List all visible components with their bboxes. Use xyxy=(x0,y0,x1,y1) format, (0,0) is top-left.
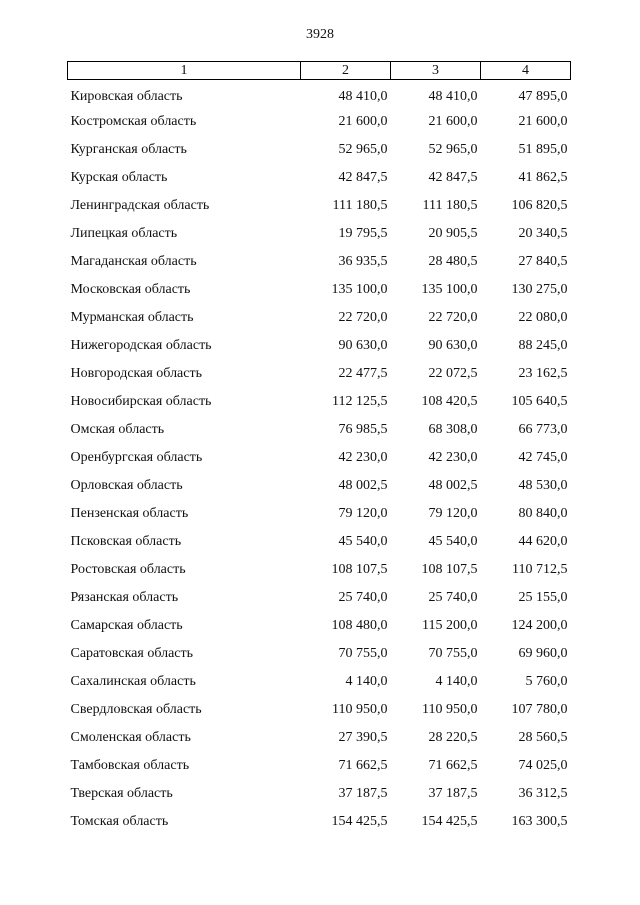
value-col3-cell: 108 107,5 xyxy=(421,562,478,577)
region-name-cell: Псковская область xyxy=(70,534,182,549)
value-col3-cell: 37 187,5 xyxy=(428,786,478,801)
value-col3-cell: 154 425,5 xyxy=(421,814,478,829)
region-name-cell: Рязанская область xyxy=(70,590,179,605)
value-col3-cell: 135 100,0 xyxy=(421,282,478,297)
table-row xyxy=(68,752,571,780)
table-row xyxy=(68,80,571,109)
region-name-cell: Кировская область xyxy=(70,89,183,104)
value-col3-cell: 79 120,0 xyxy=(428,506,478,521)
table-row xyxy=(68,388,571,416)
value-col2-cell: 52 965,0 xyxy=(338,142,388,157)
value-col3-cell: 48 410,0 xyxy=(428,89,478,104)
column-header-4: 4 xyxy=(481,62,571,80)
region-name-cell: Орловская область xyxy=(70,478,183,493)
value-col2-cell: 90 630,0 xyxy=(338,338,388,353)
table-row xyxy=(68,556,571,584)
value-col4-cell: 44 620,0 xyxy=(518,534,568,549)
table-row xyxy=(68,584,571,612)
value-col4-cell: 66 773,0 xyxy=(518,422,568,437)
regions-table xyxy=(67,61,571,836)
value-col4-cell: 5 760,0 xyxy=(525,674,568,689)
region-name-cell: Мурманская область xyxy=(70,310,194,325)
region-name-cell: Саратовская область xyxy=(70,646,194,661)
table-row xyxy=(68,276,571,304)
value-col3-cell: 28 480,5 xyxy=(428,254,478,269)
value-col2-cell: 42 230,0 xyxy=(338,450,388,465)
value-col2-cell: 19 795,5 xyxy=(338,226,388,241)
value-col4-cell: 36 312,5 xyxy=(518,786,568,801)
value-col3-cell: 52 965,0 xyxy=(428,142,478,157)
table-row xyxy=(68,808,571,836)
value-col3-cell: 111 180,5 xyxy=(422,198,478,213)
value-col2-cell: 21 600,0 xyxy=(338,114,388,129)
value-col4-cell: 88 245,0 xyxy=(518,338,568,353)
region-name-cell: Курская область xyxy=(70,170,168,185)
table-row xyxy=(68,640,571,668)
value-col3-cell: 68 308,0 xyxy=(428,422,478,437)
table-row xyxy=(68,360,571,388)
value-col4-cell: 23 162,5 xyxy=(518,366,568,381)
table-row xyxy=(68,696,571,724)
value-col2-cell: 76 985,5 xyxy=(338,422,388,437)
value-col4-cell: 22 080,0 xyxy=(518,310,568,325)
column-header-2: 2 xyxy=(301,62,391,80)
value-col4-cell: 105 640,5 xyxy=(511,394,568,409)
value-col4-cell: 21 600,0 xyxy=(518,114,568,129)
table-row xyxy=(68,416,571,444)
header-row xyxy=(68,62,571,80)
table-row xyxy=(68,304,571,332)
table-header xyxy=(68,62,571,80)
value-col3-cell: 45 540,0 xyxy=(428,534,478,549)
value-col2-cell: 112 125,5 xyxy=(332,394,388,409)
region-name-cell: Свердловская область xyxy=(70,702,202,717)
region-name-cell: Тверская область xyxy=(70,786,173,801)
page-number: 3928 xyxy=(306,27,334,42)
region-name-cell: Костромская область xyxy=(70,114,197,129)
value-col4-cell: 41 862,5 xyxy=(518,170,568,185)
region-name-cell: Тамбовская область xyxy=(70,758,190,773)
value-col4-cell: 25 155,0 xyxy=(518,590,568,605)
region-name-cell: Московская область xyxy=(70,282,191,297)
value-col4-cell: 28 560,5 xyxy=(518,730,568,745)
value-col3-cell: 42 230,0 xyxy=(428,450,478,465)
value-col2-cell: 154 425,5 xyxy=(331,814,388,829)
value-col2-cell: 22 477,5 xyxy=(338,366,388,381)
value-col4-cell: 80 840,0 xyxy=(518,506,568,521)
region-name-cell: Сахалинская область xyxy=(70,674,196,689)
value-col2-cell: 4 140,0 xyxy=(345,674,388,689)
value-col2-cell: 27 390,5 xyxy=(338,730,388,745)
value-col2-cell: 110 950,0 xyxy=(332,702,388,717)
value-col2-cell: 45 540,0 xyxy=(338,534,388,549)
region-name-cell: Самарская область xyxy=(70,618,183,633)
value-col3-cell: 70 755,0 xyxy=(428,646,478,661)
value-col2-cell: 71 662,5 xyxy=(338,758,388,773)
column-header-1: 1 xyxy=(68,62,301,80)
value-col3-cell: 28 220,5 xyxy=(428,730,478,745)
value-col2-cell: 48 002,5 xyxy=(338,478,388,493)
column-header-3: 3 xyxy=(391,62,481,80)
value-col4-cell: 130 275,0 xyxy=(511,282,568,297)
value-col2-cell: 108 107,5 xyxy=(331,562,388,577)
value-col4-cell: 20 340,5 xyxy=(518,226,568,241)
value-col2-cell: 48 410,0 xyxy=(338,89,388,104)
value-col2-cell: 25 740,0 xyxy=(338,590,388,605)
value-col4-cell: 42 745,0 xyxy=(518,450,568,465)
table-row xyxy=(68,164,571,192)
value-col3-cell: 115 200,0 xyxy=(422,618,478,633)
value-col3-cell: 20 905,5 xyxy=(428,226,478,241)
value-col4-cell: 110 712,5 xyxy=(512,562,568,577)
region-name-cell: Магаданская область xyxy=(70,254,197,269)
region-name-cell: Ленинградская область xyxy=(70,198,210,213)
value-col3-cell: 4 140,0 xyxy=(435,674,478,689)
value-col3-cell: 71 662,5 xyxy=(428,758,478,773)
region-name-cell: Пензенская область xyxy=(70,506,189,521)
table-row xyxy=(68,500,571,528)
value-col2-cell: 79 120,0 xyxy=(338,506,388,521)
value-col4-cell: 51 895,0 xyxy=(518,142,568,157)
value-col4-cell: 163 300,5 xyxy=(511,814,568,829)
value-col4-cell: 107 780,0 xyxy=(511,702,568,717)
value-col4-cell: 74 025,0 xyxy=(518,758,568,773)
region-name-cell: Томская область xyxy=(70,814,169,829)
table-row xyxy=(68,192,571,220)
value-col2-cell: 42 847,5 xyxy=(338,170,388,185)
value-col4-cell: 48 530,0 xyxy=(518,478,568,493)
value-col3-cell: 42 847,5 xyxy=(428,170,478,185)
value-col3-cell: 22 720,0 xyxy=(428,310,478,325)
region-name-cell: Липецкая область xyxy=(70,226,178,241)
value-col3-cell: 48 002,5 xyxy=(428,478,478,493)
value-col3-cell: 25 740,0 xyxy=(428,590,478,605)
value-col3-cell: 110 950,0 xyxy=(422,702,478,717)
table-row xyxy=(68,220,571,248)
region-name-cell: Новгородская область xyxy=(70,366,202,381)
region-name-cell: Нижегородская область xyxy=(70,338,212,353)
region-name-cell: Омская область xyxy=(70,422,165,437)
table-row xyxy=(68,612,571,640)
table-body xyxy=(68,80,571,837)
value-col4-cell: 47 895,0 xyxy=(518,89,568,104)
table-row xyxy=(68,332,571,360)
region-name-cell: Новосибирская область xyxy=(70,394,212,409)
value-col2-cell: 36 935,5 xyxy=(338,254,388,269)
value-col2-cell: 37 187,5 xyxy=(338,786,388,801)
table-row xyxy=(68,724,571,752)
value-col4-cell: 124 200,0 xyxy=(511,618,568,633)
table-row xyxy=(68,668,571,696)
value-col2-cell: 108 480,0 xyxy=(331,618,388,633)
value-col3-cell: 108 420,5 xyxy=(421,394,478,409)
value-col4-cell: 106 820,5 xyxy=(511,198,568,213)
value-col3-cell: 90 630,0 xyxy=(428,338,478,353)
region-name-cell: Ростовская область xyxy=(70,562,186,577)
table-row xyxy=(68,472,571,500)
region-name-cell: Курганская область xyxy=(70,142,187,157)
table-row xyxy=(68,444,571,472)
table-row xyxy=(68,248,571,276)
value-col2-cell: 135 100,0 xyxy=(331,282,388,297)
table-row xyxy=(68,108,571,136)
region-name-cell: Оренбургская область xyxy=(70,450,203,465)
value-col2-cell: 111 180,5 xyxy=(332,198,388,213)
value-col3-cell: 22 072,5 xyxy=(428,366,478,381)
table-row xyxy=(68,136,571,164)
value-col2-cell: 22 720,0 xyxy=(338,310,388,325)
table-row xyxy=(68,780,571,808)
value-col3-cell: 21 600,0 xyxy=(428,114,478,129)
region-name-cell: Смоленская область xyxy=(70,730,191,745)
value-col4-cell: 69 960,0 xyxy=(518,646,568,661)
value-col4-cell: 27 840,5 xyxy=(518,254,568,269)
table-row xyxy=(68,528,571,556)
value-col2-cell: 70 755,0 xyxy=(338,646,388,661)
